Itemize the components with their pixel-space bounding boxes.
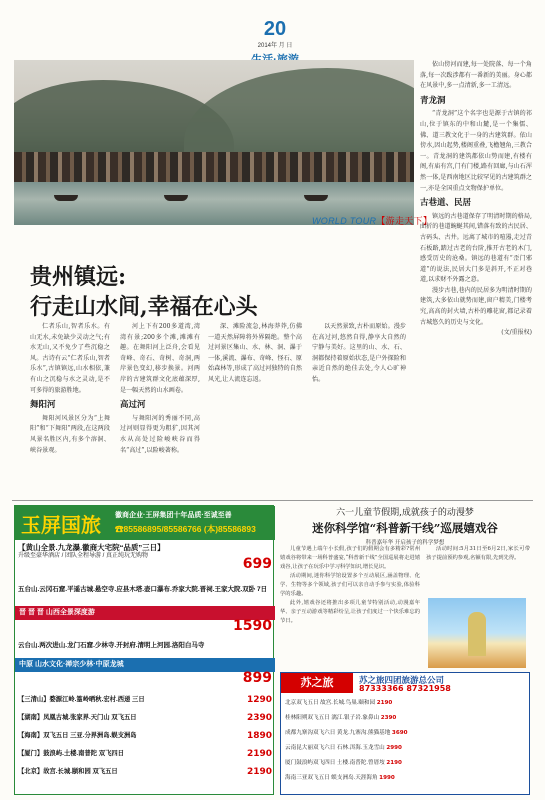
promo-strip: 中原 山水文化·禅宗少林·中原龙城 [15,658,275,672]
paragraph: 漫步古巷,巷内的民居多为明清时期的建筑,大多依山就势而建,窗户精美,门楼考究,高高的封火墙,古朴的雕花窗,都记录着古城悠久的历史与文化。 [420,286,532,326]
headline-line-1: 贵州镇远: [30,264,127,290]
tour-listing: 【湖南】凤凰古城.张家界.天门山 双飞五日 2390 [18,713,272,723]
event-ad-header [280,505,530,546]
right-column [420,60,532,339]
tour-listing: 【厦门】鼓浪屿.土楼.南普陀 双飞四日 2190 [18,749,272,759]
tour-listing: 【北京】故宫.长城.颐和园 双飞五日 2190 [18,767,272,777]
paragraph: 与舞阳河的秀丽不同,高过河则显得更为粗犷,因其河水从高处过险峻峡谷而得名“高过”,以险峻著称。 [120,414,200,454]
tour-line: 成都九寨沟双飞六日 黄龙.九寨沟.熊猫基地 3690 [285,730,408,736]
paragraph: 深、滩险流急,林海莽莽,仿佛一道天然屏障将外界隔绝。整个高过河景区集山、水、林、洞、瀑于一体,溪流、瀑布、奇峰、怪石、原始森林等,形成了高过河独特的自然风光,让人流连忘返。 [208,323,302,383]
paragraph: “青龙洞”这个名字也是源于古镇的祁山,位于镇东的中和山麓,是一个集儒、佛、道三教文化于一身的古建筑群。依山傍水,因山起势,楼阁重叠,飞檐翘角,三教合一。青龙洞的建筑都依山势而建,有楼有阁,有庙有宫,门有门楼,路有回廊,与山石浑然一体,是西南地区比较罕见的古建筑群之一,亦是全国重点文物保护单位。 [420,110,532,192]
page-number: 20 [263,18,287,40]
intro-paragraph: 依山傍河而建,每一处院落、每一个角落,每一次跋涉都有一番新的美丽。身心都在风景中,多一点清新,多一工清远。 [420,61,532,90]
agency-logo: 玉屏国旅 [21,513,101,537]
tour-listing: 五台山.云冈石窟.平遥古城.悬空寺.应县木塔.壶口瀑布.乔家大院.晋祠.王家大院.双卧 7日 [18,586,268,593]
tour-listing: 【三清山】婺源江岭.篁岭晒秋.宏村.西递 三日 1290 [18,695,272,705]
paragraph: 仁者乐山,智者乐水。有山无水,未免缺少灵动之气;有水无山,又不免少了些沉稳之风。古诗有云“仁者乐山,智者乐水”,古镇镇远,山水相依,兼有山之沉稳与水之灵动,是不可多得的旅游胜地。 [30,323,110,394]
agency-tagline: 徽商企业·王屏集团十年品质·至诚至善 [115,512,232,519]
boat-shape [304,195,328,201]
riverside-town [14,152,414,182]
page-date: 2014年 月 日 [257,43,293,49]
body-column-4 [312,322,406,386]
paragraph: 河上下有200多道湾,湾湾有景;200多个滩,滩滩有趣。在舞阳河上泛舟,会看见奇峰、奇石、奇树、奇洞,两岸景色变幻,移步换景。河两岸的古建筑群文化底蕴深厚,是一幅天然的山水画卷。 [120,323,200,394]
suzhilv-logo: 苏之旅 [281,673,353,693]
body-column-1 [30,322,110,456]
agency-banner [15,506,275,540]
body-column-3 [208,322,302,386]
world-tour-label: WORLD TOUR【游走天下】 [312,216,433,226]
tour-listing: 【海南】双飞五日 三亚.分界洲岛.蜈支洲岛 1890 [18,731,272,741]
theme-park-photo [428,598,526,668]
paragraph: 镇远的古巷道保存了明清时期的格局,曲折的巷道蜿蜒其间,错落有致的古民居、古码头、古井。远离了城市的喧嚣,走过青石板路,踏过古老的台阶,推开古老的木门,感受历史的沧桑。镇远的巷道有“歪门邪道”的说法,民居大门多是斜开,不正对巷道,以求财不外露之意。 [420,212,532,284]
subhead-gaoguohe: 高过河 [120,400,146,411]
tour-line: 桂林阳朔双飞五日 漓江.银子岩.象鼻山 2390 [285,715,397,721]
suzhilv-ad [280,672,530,795]
boat-shape [164,195,188,201]
suzhilv-name: 苏之旅四团旅游总公司 [359,676,445,686]
event-body: 儿童节遇上端午小长假,孩子们的假期会有多精彩?常州嬉戏谷将带来一场科普盛宴,“科普新干线”全国巡展将走进嬉戏谷,让孩子在玩乐中学习科学知识,增长见识。 活动期间,迷你科学馆设置多个互动展区,涵盖物理、化学、生物等多个领域,孩子们可以亲自动手参与实验,体验科学的乐趣。 此外,嬉戏谷还将推出多项儿童节特别活动,动漫嘉年华、亲子互动游戏等精彩纷呈,让孩子们度过一个快乐难忘的节日。 [280,546,420,624]
travel-agency-ad [14,505,274,795]
subhead-qinglongdong: 青龙洞 [420,95,446,106]
tour-listing: 【黄山全景.九龙瀑.徽商大宅院“品质”三日】 升级至豪华酒店 / 团队全程导游 / 真正纯玩无购物 699 [18,543,272,572]
suzhilv-phone: 87333366 87321958 [359,684,451,693]
article-headline [30,262,258,322]
tour-line: 海南三亚双飞五日 蜈支洲岛.天涯海角 1990 [285,775,395,781]
author-credit: (文/重报权) [501,329,532,337]
headline-line-2: 行走山水间,幸福在心头 [30,294,258,320]
hero-photo [14,60,414,225]
event-subtitle: 科普嘉年华 开启孩子的科学梦想 [365,540,445,546]
agency-phone: ☎85586895/85586766 (本)85586893 [115,524,256,534]
paragraph: 以天然景致,古朴而原始。漫步在高过河,悠然自得,静享大自然的宁静与美好。这里的山、水、石、洞都保持着原始状态,是户外探险和亲近自然的绝佳去处,令人心旷神怡。 [312,323,406,383]
tour-price-row: 1590 [233,618,272,634]
tour-price: 699 [242,556,272,572]
boat-shape [54,195,78,201]
divider [12,500,533,501]
event-title: 迷你科学馆“科普新干线”巡展嬉戏谷 [312,521,498,535]
event-kicker: 六一儿童节假期,成就孩子的动漫梦 [336,508,474,518]
event-body-2: 活动时间:5月31日至6月2日,家长可带孩子提前预约参观,名额有限,先到先得。 [426,546,530,561]
tour-line: 厦门鼓浪屿双飞四日 土楼.南普陀.曾厝垵 2190 [285,760,402,766]
promo-strip: 晋 晋 晋 山西全景深度游 [15,606,275,620]
tower-shape [468,612,486,656]
tour-listing: 云台山.两次进山.龙门石窟.少林寺.开封府.清明上河园.洛阳白马寺 [18,642,205,649]
subhead-alleys: 古巷道、民居 [420,198,472,209]
tour-line: 北京双飞五日 故宫.长城.鸟巢.颐和园 2190 [285,700,393,706]
tour-price-row: 899 [242,670,272,686]
subhead-wuyanghe: 舞阳河 [30,400,56,411]
body-column-2 [120,322,200,456]
paragraph: 舞阳河风景区分为“上舞阳”和“下舞阳”两段,在这两段风景名胜区内,有多个溶洞、峡谷景观。 [30,414,110,454]
tour-line: 云南昆大丽双飞六日 石林.洱海.玉龙雪山 2990 [285,745,402,751]
